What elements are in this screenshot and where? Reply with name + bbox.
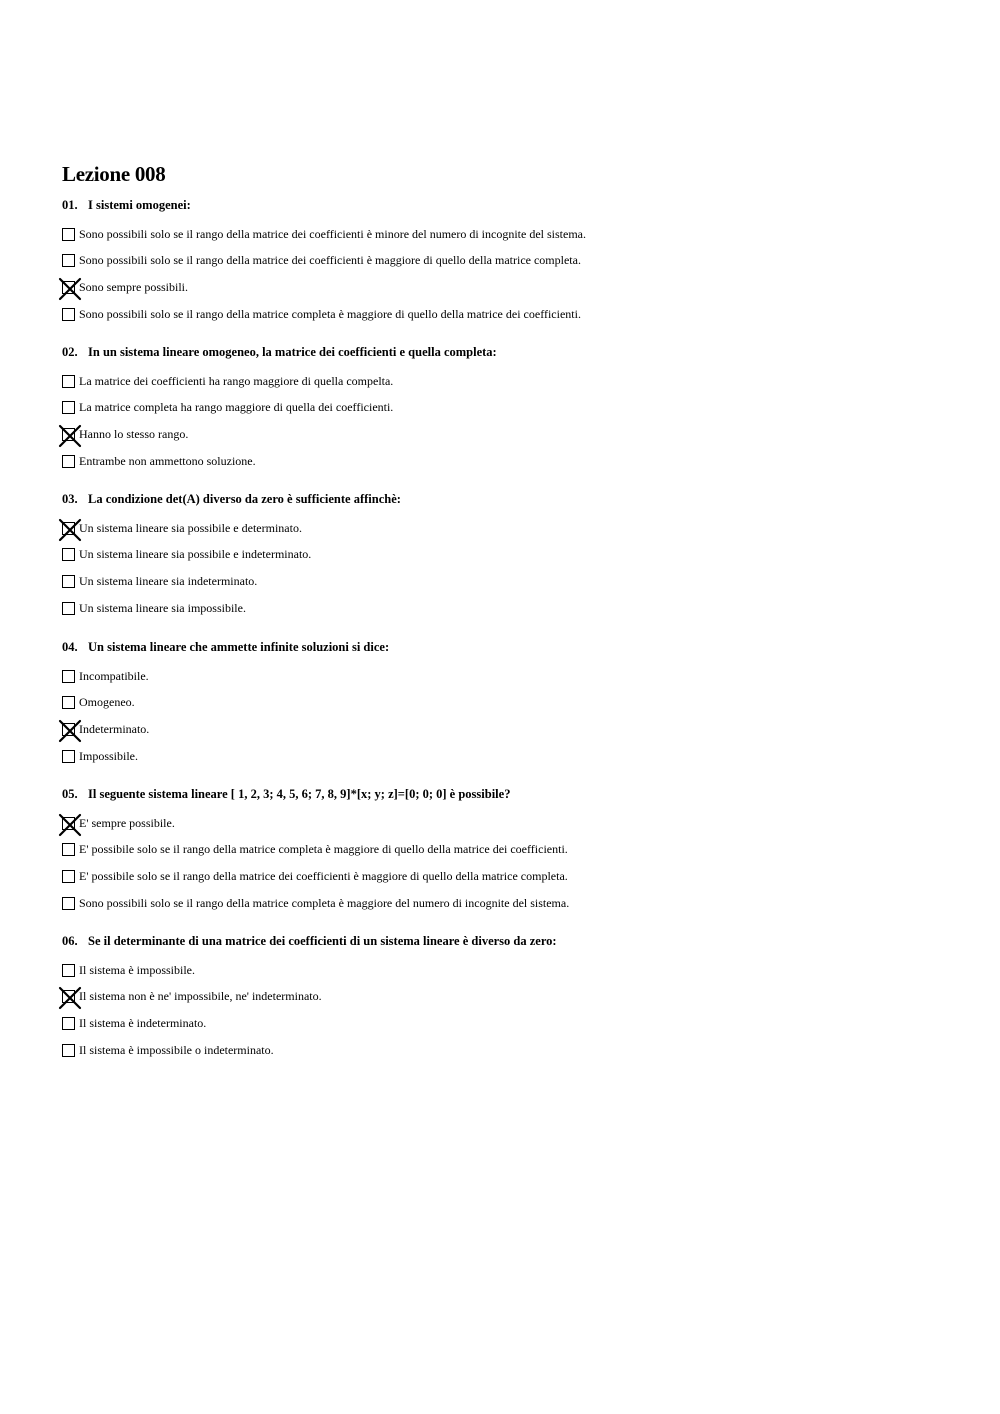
- answer-option[interactable]: [62, 690, 962, 717]
- question-number: 04.: [62, 640, 78, 654]
- cross-mark-icon: [58, 424, 82, 448]
- checkbox[interactable]: [62, 897, 75, 910]
- checkbox[interactable]: [62, 575, 75, 588]
- answer-text: Hanno lo stesso rango.: [79, 426, 189, 441]
- question-number: 02.: [62, 345, 78, 359]
- answer-option[interactable]: [62, 957, 962, 984]
- answer-options: [62, 663, 962, 769]
- checkbox-checked[interactable]: [62, 990, 75, 1003]
- question-text: [62, 197, 962, 213]
- answer-option[interactable]: [62, 515, 962, 542]
- checkbox[interactable]: [62, 308, 75, 321]
- question-number: 01.: [62, 198, 78, 212]
- answer-text: E' sempre possibile.: [79, 815, 175, 830]
- checkbox-checked[interactable]: [62, 522, 75, 535]
- answer-text: Il sistema è impossibile.: [79, 962, 195, 977]
- checkbox[interactable]: [62, 696, 75, 709]
- question-text: [62, 491, 962, 507]
- answer-text: Entrambe non ammettono soluzione.: [79, 453, 256, 468]
- checkbox[interactable]: [62, 870, 75, 883]
- question-text: [62, 344, 962, 360]
- answer-option[interactable]: [62, 221, 962, 248]
- question-4: [62, 639, 962, 769]
- cross-mark-icon: [58, 986, 82, 1010]
- question-text: [62, 639, 962, 655]
- answer-option[interactable]: [62, 837, 962, 864]
- checkbox-checked[interactable]: [62, 723, 75, 736]
- answer-option[interactable]: [62, 274, 962, 301]
- answer-option[interactable]: [62, 421, 962, 448]
- answer-options: [62, 957, 962, 1063]
- checkbox[interactable]: [62, 401, 75, 414]
- answer-option[interactable]: [62, 890, 962, 917]
- question-2: [62, 344, 962, 474]
- answer-option[interactable]: [62, 568, 962, 595]
- answer-text: Sono possibili solo se il rango della matrice completa è maggiore del numero di incognite del sistema.: [79, 895, 570, 910]
- answer-option[interactable]: [62, 663, 962, 690]
- answer-option[interactable]: [62, 984, 962, 1011]
- question-1: [62, 197, 962, 327]
- cross-mark-icon: [58, 719, 82, 743]
- answer-text: Il sistema non è ne' impossibile, ne' indeterminato.: [79, 989, 322, 1004]
- checkbox[interactable]: [62, 548, 75, 561]
- checkbox[interactable]: [62, 1017, 75, 1030]
- question-label: I sistemi omogenei:: [88, 198, 191, 212]
- question-6: [62, 933, 962, 1063]
- answer-text: Un sistema lineare sia indeterminato.: [79, 573, 258, 588]
- checkbox[interactable]: [62, 228, 75, 241]
- question-label: Se il determinante di una matrice dei coefficienti di un sistema lineare è diverso da zero:: [88, 934, 557, 948]
- question-3: [62, 491, 962, 621]
- answer-text: Incompatibile.: [79, 668, 149, 683]
- checkbox-checked[interactable]: [62, 281, 75, 294]
- answer-text: Un sistema lineare sia possibile e determinato.: [79, 520, 302, 535]
- answer-text: Omogeneo.: [79, 695, 135, 710]
- answer-option[interactable]: [62, 301, 962, 328]
- checkbox[interactable]: [62, 375, 75, 388]
- question-label: Il seguente sistema lineare [ 1, 2, 3; 4, 5, 6; 7, 8, 9]*[x; y; z]=[0; 0; 0] è possibile?: [88, 787, 511, 801]
- cross-mark-icon: [58, 813, 82, 837]
- answer-option[interactable]: [62, 743, 962, 770]
- answer-text: E' possibile solo se il rango della matrice dei coefficienti è maggiore di quello della matrice completa.: [79, 868, 568, 883]
- answer-text: Il sistema è impossibile o indeterminato.: [79, 1042, 274, 1057]
- answer-options: [62, 221, 962, 327]
- answer-option[interactable]: [62, 716, 962, 743]
- lesson-title: Lezione 008: [62, 162, 166, 186]
- answer-text: Un sistema lineare sia possibile e indeterminato.: [79, 547, 312, 562]
- answer-option[interactable]: [62, 368, 962, 395]
- answer-text: Indeterminato.: [79, 721, 150, 736]
- cross-mark-icon: [58, 518, 82, 542]
- checkbox[interactable]: [62, 670, 75, 683]
- answer-option[interactable]: [62, 248, 962, 275]
- answer-option[interactable]: [62, 863, 962, 890]
- cross-mark-icon: [58, 277, 82, 301]
- question-label: In un sistema lineare omogeneo, la matrice dei coefficienti e quella completa:: [88, 345, 497, 359]
- checkbox[interactable]: [62, 254, 75, 267]
- answer-text: Sono sempre possibili.: [79, 279, 189, 294]
- answer-text: La matrice dei coefficienti ha rango maggiore di quella compelta.: [79, 373, 394, 388]
- question-number: 06.: [62, 934, 78, 948]
- answer-text: Un sistema lineare sia impossibile.: [79, 600, 246, 615]
- question-number: 05.: [62, 787, 78, 801]
- answer-option[interactable]: [62, 810, 962, 837]
- checkbox[interactable]: [62, 455, 75, 468]
- question-label: Un sistema lineare che ammette infinite soluzioni si dice:: [88, 640, 390, 654]
- question-text: [62, 786, 962, 802]
- question-number: 03.: [62, 492, 78, 506]
- answer-options: [62, 515, 962, 621]
- answer-option[interactable]: [62, 595, 962, 622]
- question-5: [62, 786, 962, 916]
- answer-text: La matrice completa ha rango maggiore di quella dei coefficienti.: [79, 400, 394, 415]
- answer-option[interactable]: [62, 395, 962, 422]
- answer-text: Impossibile.: [79, 748, 138, 763]
- answer-option[interactable]: [62, 1010, 962, 1037]
- checkbox-checked[interactable]: [62, 428, 75, 441]
- question-label: La condizione det(A) diverso da zero è sufficiente affinchè:: [88, 492, 401, 506]
- answer-option[interactable]: [62, 448, 962, 475]
- checkbox[interactable]: [62, 964, 75, 977]
- answer-text: Il sistema è indeterminato.: [79, 1015, 207, 1030]
- answer-option[interactable]: [62, 542, 962, 569]
- checkbox-checked[interactable]: [62, 817, 75, 830]
- answer-option[interactable]: [62, 1037, 962, 1064]
- answer-text: E' possibile solo se il rango della matrice completa è maggiore di quello della matrice dei coefficienti.: [79, 842, 568, 857]
- answer-text: Sono possibili solo se il rango della matrice dei coefficienti è minore del numero di incognite del sistema.: [79, 226, 586, 241]
- answer-options: [62, 810, 962, 916]
- answer-options: [62, 368, 962, 474]
- answer-text: Sono possibili solo se il rango della matrice dei coefficienti è maggiore di quello della matrice completa.: [79, 253, 581, 268]
- answer-text: Sono possibili solo se il rango della matrice completa è maggiore di quello della matrice dei coefficienti.: [79, 306, 581, 321]
- question-text: [62, 933, 962, 949]
- checkbox[interactable]: [62, 843, 75, 856]
- checkbox[interactable]: [62, 602, 75, 615]
- checkbox[interactable]: [62, 750, 75, 763]
- checkbox[interactable]: [62, 1044, 75, 1057]
